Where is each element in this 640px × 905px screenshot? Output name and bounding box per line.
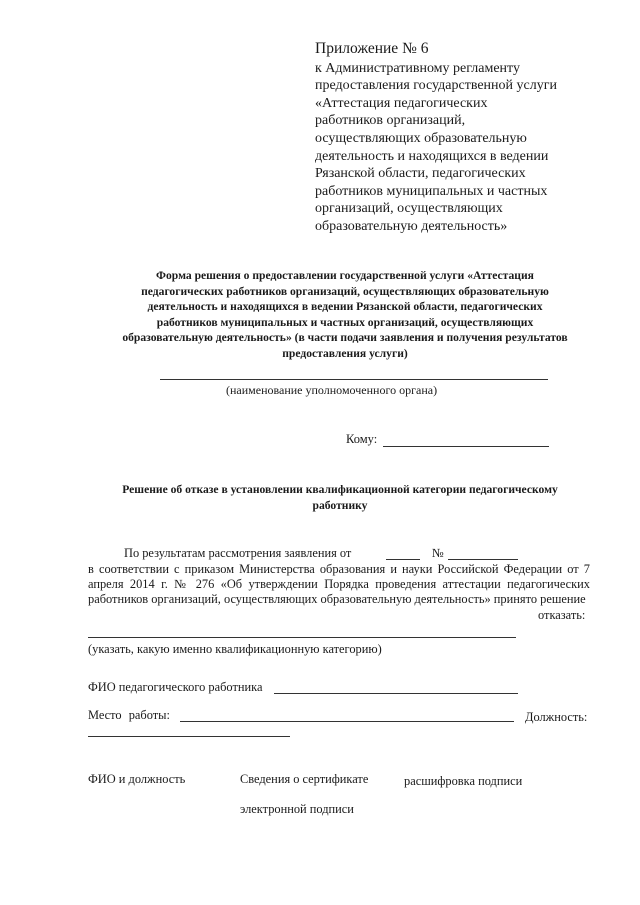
refuse-text: отказать: — [538, 608, 586, 622]
appendix-line: осуществляющих образовательную — [315, 130, 527, 146]
to-label: Кому: — [346, 432, 378, 446]
application-number-line[interactable] — [448, 559, 518, 560]
position-label: Должность: — [525, 710, 588, 724]
authority-name-line[interactable] — [160, 379, 548, 380]
appendix-line: организаций, осуществляющих — [315, 201, 503, 217]
appendix-line: образовательную деятельность» — [315, 218, 508, 234]
fio-label: ФИО педагогического работника — [88, 680, 263, 694]
appendix-line: предоставления государственной услуги — [315, 78, 557, 94]
form-title-line: педагогических работников организаций, осуществляющих образовательную — [141, 284, 549, 298]
form-title-line: предоставления услуги) — [282, 346, 408, 360]
form-title-line: Форма решения о предоставлении государственной услуги «Аттестация — [156, 269, 534, 282]
fio-line[interactable] — [274, 693, 518, 694]
appendix-title: Приложение № 6 — [315, 40, 429, 57]
appendix-line: деятельность и находящихся в ведении — [315, 148, 549, 164]
signature-decoding: расшифровка подписи — [404, 774, 523, 788]
category-caption: (указать, какую именно квалификационную категорию) — [88, 642, 382, 656]
application-date-line[interactable] — [386, 559, 420, 560]
form-title-line: образовательную деятельность» (в части подачи заявления и получения результатов — [122, 331, 568, 345]
body-paragraph: в соответствии с приказом Министерства образования и науки Российской Федерации от 7 апреля 2014 г. № 276 «Об утверждении Порядка проведения аттестации педагогических работников организаций, осуществляющих образовательную деятельность» принято решение — [88, 562, 590, 607]
form-title — [105, 268, 585, 362]
category-line[interactable] — [88, 637, 516, 638]
authority-caption: (наименование уполномоченного органа) — [226, 383, 438, 397]
number-sign: № — [432, 546, 444, 560]
appendix-line: «Аттестация педагогических — [315, 95, 488, 111]
workplace-line[interactable] — [180, 721, 514, 722]
form-title-line: работников муниципальных и частных организаций, осуществляющих — [156, 315, 534, 329]
position-line[interactable] — [88, 736, 290, 737]
signature-certificate-line1: Сведения о сертификате — [240, 772, 369, 786]
form-title-line: деятельность и находящихся в ведении Рязанской области, педагогических — [147, 300, 543, 314]
to-recipient-line[interactable] — [383, 446, 549, 447]
appendix-line: работников организаций, — [315, 113, 466, 129]
appendix-line: к Административному регламенту — [315, 60, 520, 76]
signature-fio-position: ФИО и должность — [88, 772, 186, 786]
appendix-line: Рязанской области, педагогических — [315, 166, 526, 182]
workplace-label: Место работы: — [88, 708, 170, 722]
decision-title-line: работнику — [312, 499, 368, 512]
decision-title — [90, 482, 590, 514]
appendix-line: работников муниципальных и частных — [315, 183, 548, 199]
signature-certificate-line2: электронной подписи — [240, 802, 354, 816]
decision-title-line: Решение об отказе в установлении квалификационной категории педагогическому — [122, 483, 558, 496]
body-prefix: По результатам рассмотрения заявления от — [124, 546, 352, 560]
appendix-header — [315, 40, 615, 236]
